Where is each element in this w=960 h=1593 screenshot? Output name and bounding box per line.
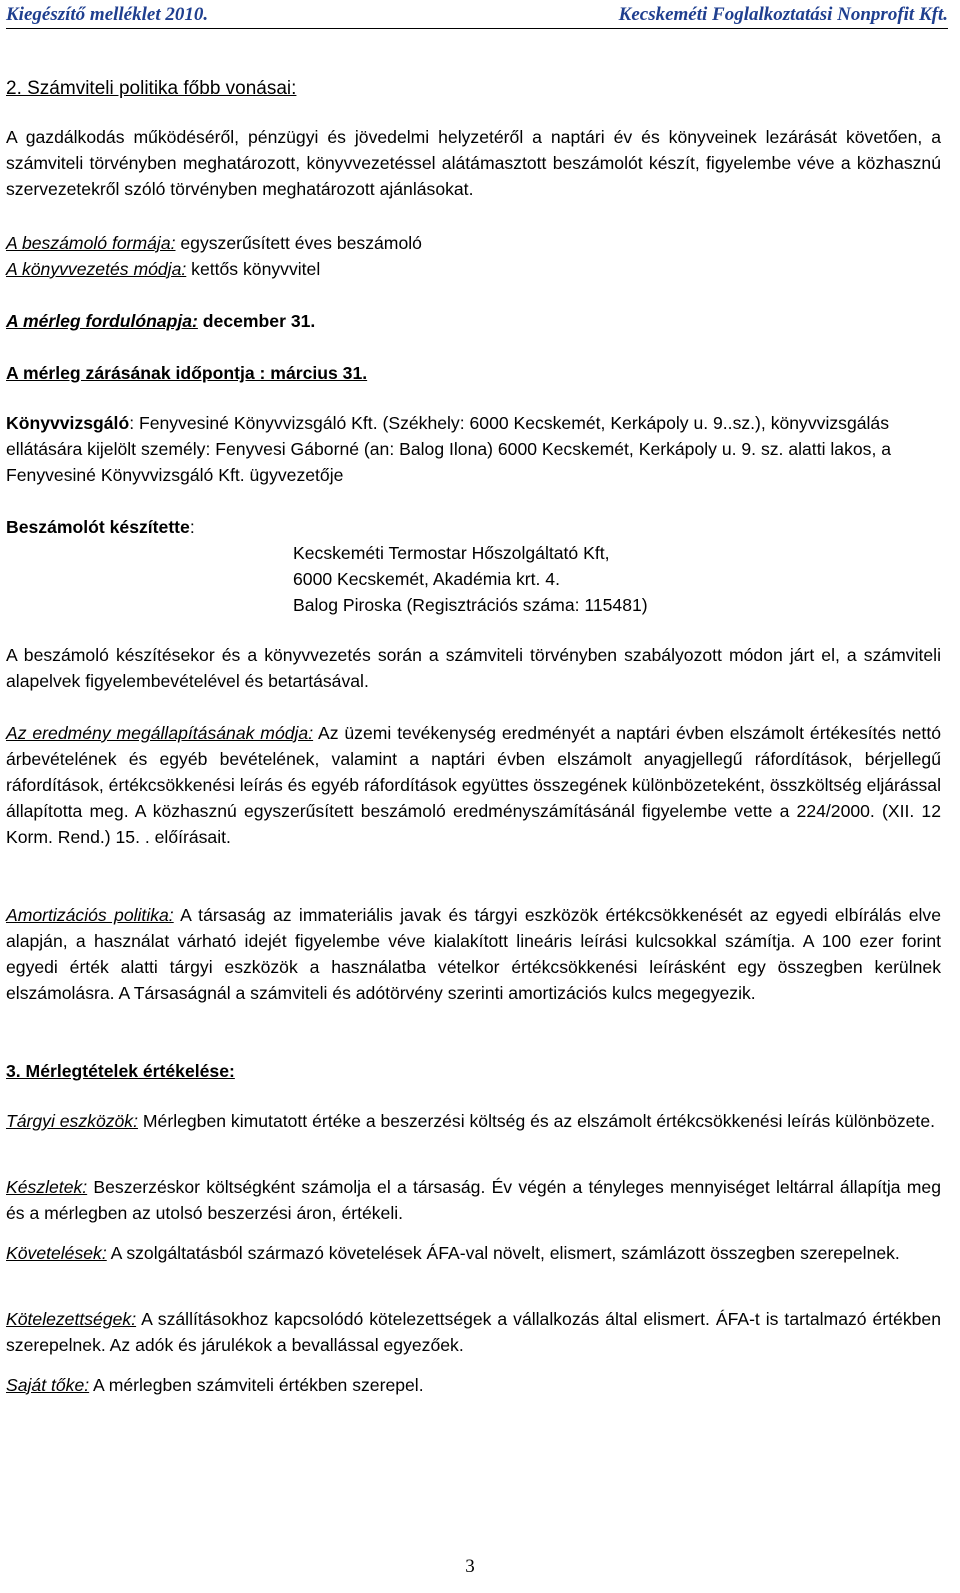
keszitette-line-3: Balog Piroska (Regisztrációs száma: 115481) bbox=[293, 595, 648, 615]
amortizacio-label: Amortizációs politika: bbox=[6, 905, 174, 925]
modja-label: A könyvvezetés módja: bbox=[6, 259, 187, 279]
alapelv-paragraph: A beszámoló készítésekor és a könyvvezetés során a számviteli törvényben szabályozott módon járt el, a számviteli alapelvek figyelembevételével és betartásával. bbox=[6, 645, 941, 691]
eredmeny-label: Az eredmény megállapításának módja: bbox=[6, 723, 314, 743]
keszletek-label: Készletek: bbox=[6, 1177, 88, 1197]
keszitette-colon: : bbox=[189, 517, 195, 537]
targyi-eszkozok-paragraph bbox=[6, 1108, 941, 1134]
konyvvizsgalo-paragraph bbox=[6, 410, 941, 488]
keszitette-line-1: Kecskeméti Termostar Hőszolgáltató Kft, bbox=[293, 543, 610, 563]
sajat-toke-label: Saját tőke: bbox=[6, 1375, 90, 1395]
keszletek-text: Beszerzéskor költségként számolja el a társaság. Év végén a tényleges mennyiséget leltárral állapítja meg és a mérlegben az utolsó beszerzési áron, értékeli. bbox=[6, 1177, 941, 1223]
kotelezettsegek-label: Kötelezettségek: bbox=[6, 1309, 137, 1329]
eredmeny-paragraph bbox=[6, 720, 941, 850]
targyi-eszkozok-label: Tárgyi eszközök: bbox=[6, 1111, 138, 1131]
konyvvizsgalo-label: Könyvvizsgáló bbox=[6, 413, 130, 433]
kovetelesek-paragraph bbox=[6, 1240, 941, 1266]
page-number: 3 bbox=[465, 1556, 475, 1577]
eredmeny-text: Az üzemi tevékenység eredményét a naptári évben elszámolt értékesítés nettó árbevételének és egyéb bevételének, valamint a naptári évben elszámolt anyagjellegű ráfordítások, bérjellegű ráfordítások, értékcsökkenési leírás és egyéb ráfordítások együttes összegének különbözeteként, összköltség eljárással állapította meg. A közhasznú egyszerűsített beszámoló eredményszámításánál figyelembe vette a 224/2000. (XII. 12 Korm. Rend.) 15. . előírásait. bbox=[6, 723, 941, 847]
fordulo-label: A mérleg fordulónapja: bbox=[6, 311, 198, 331]
modja-value: kettős könyvvitel bbox=[186, 259, 321, 279]
header-title-right: Kecskeméti Foglalkoztatási Nonprofit Kft. bbox=[618, 4, 948, 25]
sajat-toke-paragraph bbox=[6, 1372, 941, 1398]
kotelezettsegek-paragraph bbox=[6, 1306, 941, 1358]
targyi-eszkozok-text: Mérlegben kimutatott értéke a beszerzési költség és az elszámolt értékcsökkenési leírás különbözete. bbox=[138, 1111, 935, 1131]
keszletek-paragraph bbox=[6, 1174, 941, 1226]
section-3-title bbox=[6, 1058, 941, 1084]
section-2-title-text: 2. Számviteli politika főbb vonásai: bbox=[6, 78, 297, 99]
amortizacio-text: A társaság az immateriális javak és tárgyi eszközök értékcsökkenését az egyedi elbírálás elve alapján, a használat várható idejét figyelembe véve kialakított lineáris leírási kulcsokkal számítja. A 100 ezer forint egyedi érték alatti tárgyi eszközök a használatba vételkor értékcsökkenési leírásként egy összegben kerülnek elszámolásra. A Társaságnál a számviteli és adótörvény szerinti amortizációs kulcs megegyezik. bbox=[6, 905, 941, 1003]
modja-line bbox=[6, 256, 941, 282]
keszitette-block bbox=[6, 514, 941, 540]
fordulo-line bbox=[6, 308, 941, 334]
keszitette-details bbox=[293, 540, 793, 618]
sajat-toke-text: A mérlegben számviteli értékben szerepel. bbox=[89, 1375, 424, 1395]
kovetelesek-text: A szolgáltatásból származó követelések ÁFA-val növelt, elismert, számlázott összegben szerepelnek. bbox=[106, 1243, 900, 1263]
intro-paragraph: A gazdálkodás működéséről, pénzügyi és jövedelmi helyzetéről a naptári év és könyveinek lezárását követően, a számviteli törvényben meghatározott, könyvvezetéssel alátámasztott beszámolót készít, figyelembe véve a közhasznú szervezetekről szóló törvényben meghatározott ajánlásokat. bbox=[6, 127, 941, 199]
fordulo-value: december 31. bbox=[197, 311, 316, 331]
section-3-title-text: 3. Mérlegtételek értékelése: bbox=[6, 1061, 235, 1081]
zaras-text: A mérleg zárásának időpontja : március 31. bbox=[6, 363, 368, 383]
forma-line bbox=[6, 230, 941, 256]
forma-value: egyszerűsített éves beszámoló bbox=[175, 233, 422, 253]
keszitette-label: Beszámolót készítette bbox=[6, 517, 190, 537]
amortizacio-paragraph bbox=[6, 902, 941, 1006]
header-title-left: Kiegészítő melléklet 2010. bbox=[6, 4, 209, 25]
konyvvizsgalo-text: : Fenyvesiné Könyvvizsgáló Kft. (Székhely: 6000 Kecskemét, Kerkápoly u. 9..sz.), könyvvizsgálás ellátására kijelölt személy: Fenyvesi Gáborné (an: Balog Ilona) 6000 Kecskemét, Kerkápoly u. 9. sz. alatti lakos, a Fenyvesiné Könyvvizsgáló Kft. ügyvezetője bbox=[6, 413, 892, 485]
keszitette-line-2: 6000 Kecskemét, Akadémia krt. 4. bbox=[293, 569, 560, 589]
kotelezettsegek-text: A szállításokhoz kapcsolódó kötelezettségek a vállalkozás által elismert. ÁFA-t is tartalmazó értékben szerepelnek. Az adók és járulékok a bevallással egyezőek. bbox=[6, 1309, 941, 1355]
forma-label: A beszámoló formája: bbox=[6, 233, 176, 253]
section-2-title bbox=[6, 76, 941, 102]
page-header bbox=[6, 4, 948, 29]
zaras-line bbox=[6, 360, 941, 386]
kovetelesek-label: Követelések: bbox=[6, 1243, 107, 1263]
